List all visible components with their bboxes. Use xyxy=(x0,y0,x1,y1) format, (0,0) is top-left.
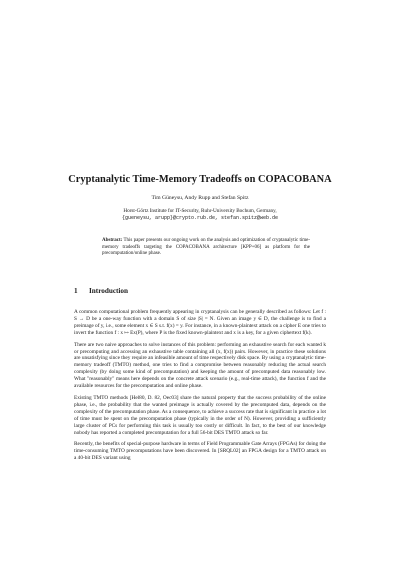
paragraph: Existing TMTO methods [Hel80, D. 82, Oec03] share the natural property that the success probability of the online phase, i.e., the probability that the wanted preimage is actually covered by the precomputed data, depends on the complexity of the precomputation phase. As a consequence, to achieve a success rate that is significant in practice a lot of time must be spent on the precomputation phase (typically in the order of N). However, providing a sufficiently large cluster of PCs for performing this task is usually too costly or difficult. In fact, to the best of our knowledge nobody has reported a completed precomputation for a full 56-bit DES TMTO attack so far. xyxy=(74,394,326,436)
author-list: Tim Güneysu, Andy Rupp and Stefan Spitz xyxy=(151,195,249,201)
author-emails: {gueneysu, arupp}@crypto.rub.de, stefan.spitz@web.de xyxy=(121,215,279,221)
body-text xyxy=(74,309,326,467)
section-number: 1 xyxy=(74,287,78,295)
affiliation-block xyxy=(0,208,400,222)
abstract-text: This paper presents our ongoing work on the analysis and optimization of cryptanalytic time-memory tradeoffs targeting the COPACOBANA architecture [KPP+06] as platform for the precomputation/online phase. xyxy=(102,238,310,257)
section-title: Introduction xyxy=(89,287,129,295)
abstract-label: Abstract: xyxy=(102,238,123,243)
paragraph: A common computational problem frequently appearing in cryptanalysis can be generally described as follows: Let f : S → D be a one-way function with a domain S of size |S| = N. Given an image y ∈ D, the challenge is to find a preimage of y, i.e., some element x ∈ S s.t. f(x) = y. For instance, in a known-plaintext attack on a cipher E one tries to invert the function f : x ↦ Ex(P), where P is the fixed known-plaintext and x is a key, for a given ciphertext f(k). xyxy=(74,309,326,336)
section-heading xyxy=(74,287,128,295)
paper-title: Cryptanalytic Time-Memory Tradeoffs on COPACOBANA xyxy=(68,174,332,185)
abstract xyxy=(102,238,310,258)
affiliation: Horst-Görtz Institute for IT-Security, Ruhr-University Bochum, Germany, xyxy=(123,208,277,214)
paragraph: Recently, the benefits of special-purpose hardware in terms of Field Programmable Gate Arrays (FPGAs) for doing the time-consuming TMTO precomputations have been discovered. In [SRQL02] an FPGA design for a TMTO attack on a 40-bit DES variant using xyxy=(74,441,326,462)
paragraph: There are two naive approaches to solve instances of this problem: performing an exhaustive search for each wanted k or precomputing and accessing an exhaustive table containing all (x, f(x)) pairs. However, in practice these solutions are unsatisfying since they require an infeasible amount of time respectively disk space. By using a cryptanalytic time-memory tradeoff (TMTO) method, one tries to find a compromise between reasonably reducing the actual search complexity (by doing some kind of precomputation) and keeping the amount of precomputed data reasonably low. What "reasonably" means here depends on the concrete attack scenario (e.g., real-time attack), the function f and the available resources for the precomputation and online phase. xyxy=(74,341,326,390)
